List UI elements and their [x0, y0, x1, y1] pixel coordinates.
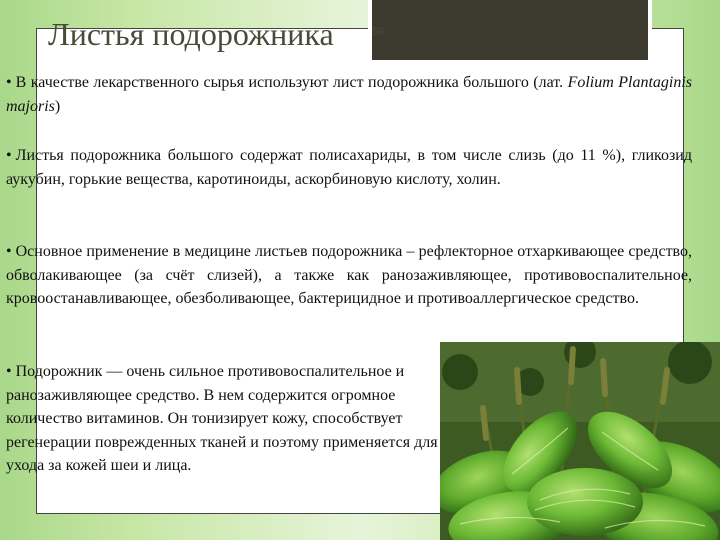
latin-name: Folium Plantaginis majoris	[6, 74, 693, 115]
bullet-marker: •	[6, 74, 12, 91]
plantain-photo	[440, 342, 720, 540]
bullet-2-text: Листья подорожника большого содержат полисахариды, в том числе слизь (до 11 %), гликозид аукубин, горькие вещества, каротиноиды, аскорбиновую кислоту, холин.	[6, 147, 692, 188]
bullet-marker: •	[6, 147, 12, 164]
slide-title: Листья подорожника	[48, 16, 334, 52]
bullet-1-close: )	[54, 97, 61, 115]
bullet-marker: •	[6, 243, 12, 260]
bullet-paragraph-4	[6, 360, 438, 478]
title-banner	[368, 0, 652, 64]
bullet-paragraph-1	[6, 71, 692, 118]
bullet-paragraph-2	[6, 144, 692, 191]
bullet-paragraph-3	[6, 240, 692, 311]
bullet-4-text: Подорожник — очень сильное противовоспалительное и ранозаживляющее средство. В нем содержится огромное количество витаминов. Он тонизирует кожу, способствует регенерации поврежденных тканей и поэтому применяется для ухода за кожей шеи и лица.	[6, 363, 438, 474]
slide-number: 59	[372, 26, 385, 38]
bullet-marker: •	[6, 363, 12, 380]
plantain-illustration	[440, 342, 720, 540]
bullet-1-text: В качестве лекарственного сырья используют лист подорожника большого (лат.	[15, 74, 564, 91]
bullet-3-text: Основное применение в медицине листьев подорожника – рефлекторное отхаркивающее средство, обволакивающее (за счёт слизей), а также как ранозаживляющее, противовоспалительное, кровоостанавливающее, обезболивающее, бактерицидное и противоаллергическое средство.	[6, 243, 692, 307]
